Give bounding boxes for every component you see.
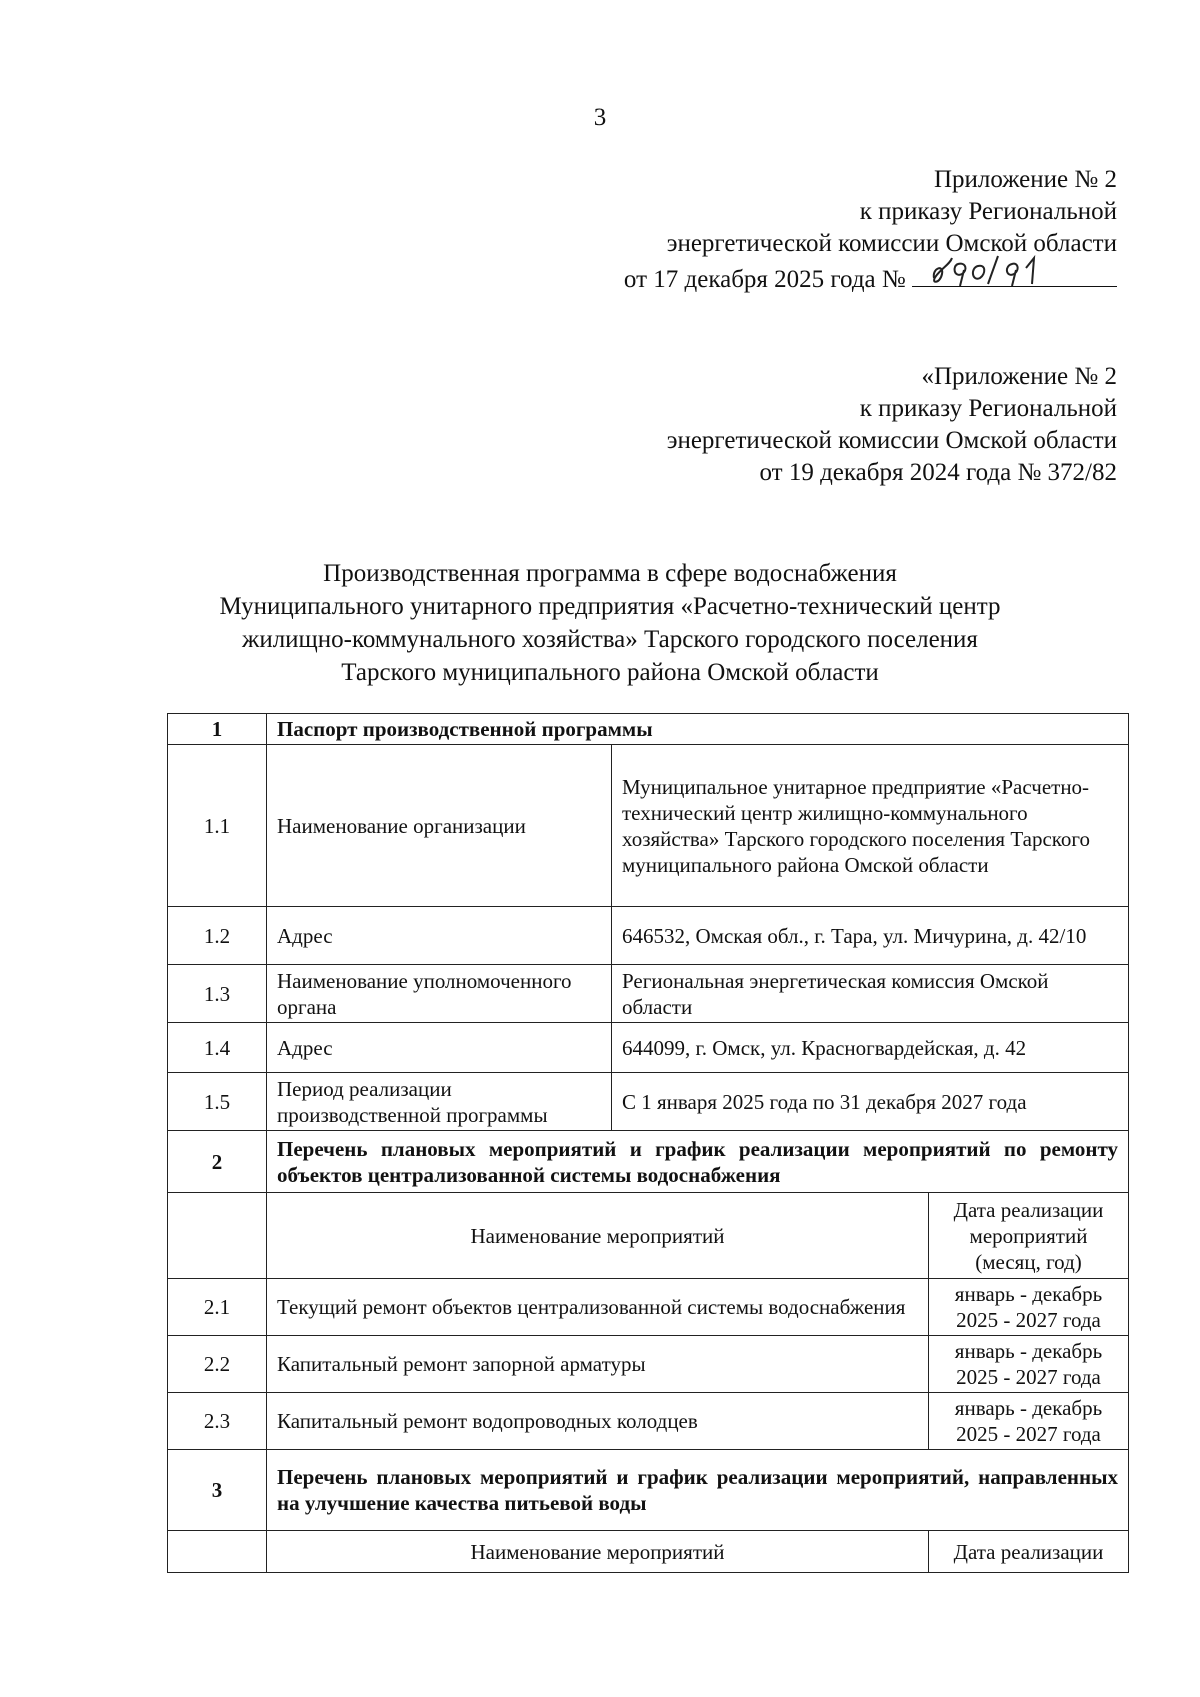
row-label: Адрес <box>267 1023 612 1073</box>
title-line: Производственная программа в сфере водоснабжения <box>323 560 897 587</box>
appendix-date-prefix: от 17 декабря 2025 года № <box>623 266 906 293</box>
appendix-line: энергетической комиссии Омской области <box>666 230 1117 257</box>
row-number: 2.1 <box>168 1279 267 1336</box>
table-row <box>168 1279 1129 1336</box>
table-row <box>168 745 1129 907</box>
row-label: Адрес <box>267 907 612 965</box>
row-value: Региональная энергетическая комиссия Омской области <box>612 965 1129 1023</box>
row-value: С 1 января 2025 года по 31 декабря 2027 года <box>612 1073 1129 1131</box>
row-value: Муниципальное унитарное предприятие «Расчетно-технический центр жилищно-коммунального хозяйства» Тарского городского поселения Тарского муниципального района Омской области <box>612 745 1129 907</box>
header-date: Дата реализации <box>929 1531 1129 1573</box>
row-date: январь - декабрь 2025 - 2027 года <box>929 1336 1129 1393</box>
production-program-table <box>167 713 1129 1573</box>
table-header-row <box>168 1531 1129 1573</box>
table-row <box>168 1023 1129 1073</box>
section-row <box>168 714 1129 745</box>
row-name: Текущий ремонт объектов централизованной системы водоснабжения <box>267 1279 929 1336</box>
section-number: 3 <box>168 1450 267 1531</box>
row-date: январь - декабрь 2025 - 2027 года <box>929 1393 1129 1450</box>
header-name: Наименование мероприятий <box>267 1193 929 1279</box>
row-label: Наименование организации <box>267 745 612 907</box>
row-number: 1.1 <box>168 745 267 907</box>
document-title <box>150 557 1070 689</box>
page-number: 3 <box>593 104 607 131</box>
row-value: 646532, Омская обл., г. Тара, ул. Мичурина, д. 42/10 <box>612 907 1129 965</box>
appendix-header-old <box>667 361 1117 489</box>
header-date: Дата реализации мероприятий (месяц, год) <box>929 1193 1129 1279</box>
table-row <box>168 1393 1129 1450</box>
appendix-line: «Приложение № 2 <box>921 363 1117 390</box>
appendix-line: Приложение № 2 <box>933 166 1117 193</box>
row-number: 1.5 <box>168 1073 267 1131</box>
appendix-header-new <box>624 164 1117 296</box>
handwritten-order-number <box>912 260 1117 287</box>
row-number: 1.4 <box>168 1023 267 1073</box>
handwritten-signature-number <box>928 254 1048 288</box>
table-row <box>168 1073 1129 1131</box>
section-title: Перечень плановых мероприятий и график реализации мероприятий, направленных на улучшение качества питьевой воды <box>267 1450 1129 1531</box>
table-row <box>168 907 1129 965</box>
row-label: Наименование уполномоченного органа <box>267 965 612 1023</box>
appendix-line: энергетической комиссии Омской области <box>666 427 1117 454</box>
row-name: Капитальный ремонт водопроводных колодцев <box>267 1393 929 1450</box>
header-name: Наименование мероприятий <box>267 1531 929 1573</box>
table-row <box>168 1336 1129 1393</box>
section-row <box>168 1450 1129 1531</box>
section-title: Перечень плановых мероприятий и график реализации мероприятий по ремонту объектов централизованной системы водоснабжения <box>267 1131 1129 1193</box>
appendix-line: от 19 декабря 2024 года № 372/82 <box>759 459 1117 486</box>
title-line: Муниципального унитарного предприятия «Расчетно-технический центр <box>219 593 1001 620</box>
row-label: Период реализации производственной программы <box>267 1073 612 1131</box>
table-header-row <box>168 1193 1129 1279</box>
empty-cell <box>168 1193 267 1279</box>
appendix-date-line <box>624 260 1117 296</box>
section-number: 2 <box>168 1131 267 1193</box>
title-line: жилищно-коммунального хозяйства» Тарского городского поселения <box>242 626 978 653</box>
section-title: Паспорт производственной программы <box>267 714 1129 745</box>
row-number: 2.3 <box>168 1393 267 1450</box>
title-line: Тарского муниципального района Омской области <box>341 659 879 686</box>
appendix-line: к приказу Региональной <box>859 395 1117 422</box>
table-row <box>168 965 1129 1023</box>
section-row <box>168 1131 1129 1193</box>
row-number: 2.2 <box>168 1336 267 1393</box>
row-value: 644099, г. Омск, ул. Красногвардейская, д. 42 <box>612 1023 1129 1073</box>
section-number: 1 <box>168 714 267 745</box>
row-date: январь - декабрь 2025 - 2027 года <box>929 1279 1129 1336</box>
appendix-line: к приказу Региональной <box>859 198 1117 225</box>
row-number: 1.2 <box>168 907 267 965</box>
row-name: Капитальный ремонт запорной арматуры <box>267 1336 929 1393</box>
empty-cell <box>168 1531 267 1573</box>
row-number: 1.3 <box>168 965 267 1023</box>
